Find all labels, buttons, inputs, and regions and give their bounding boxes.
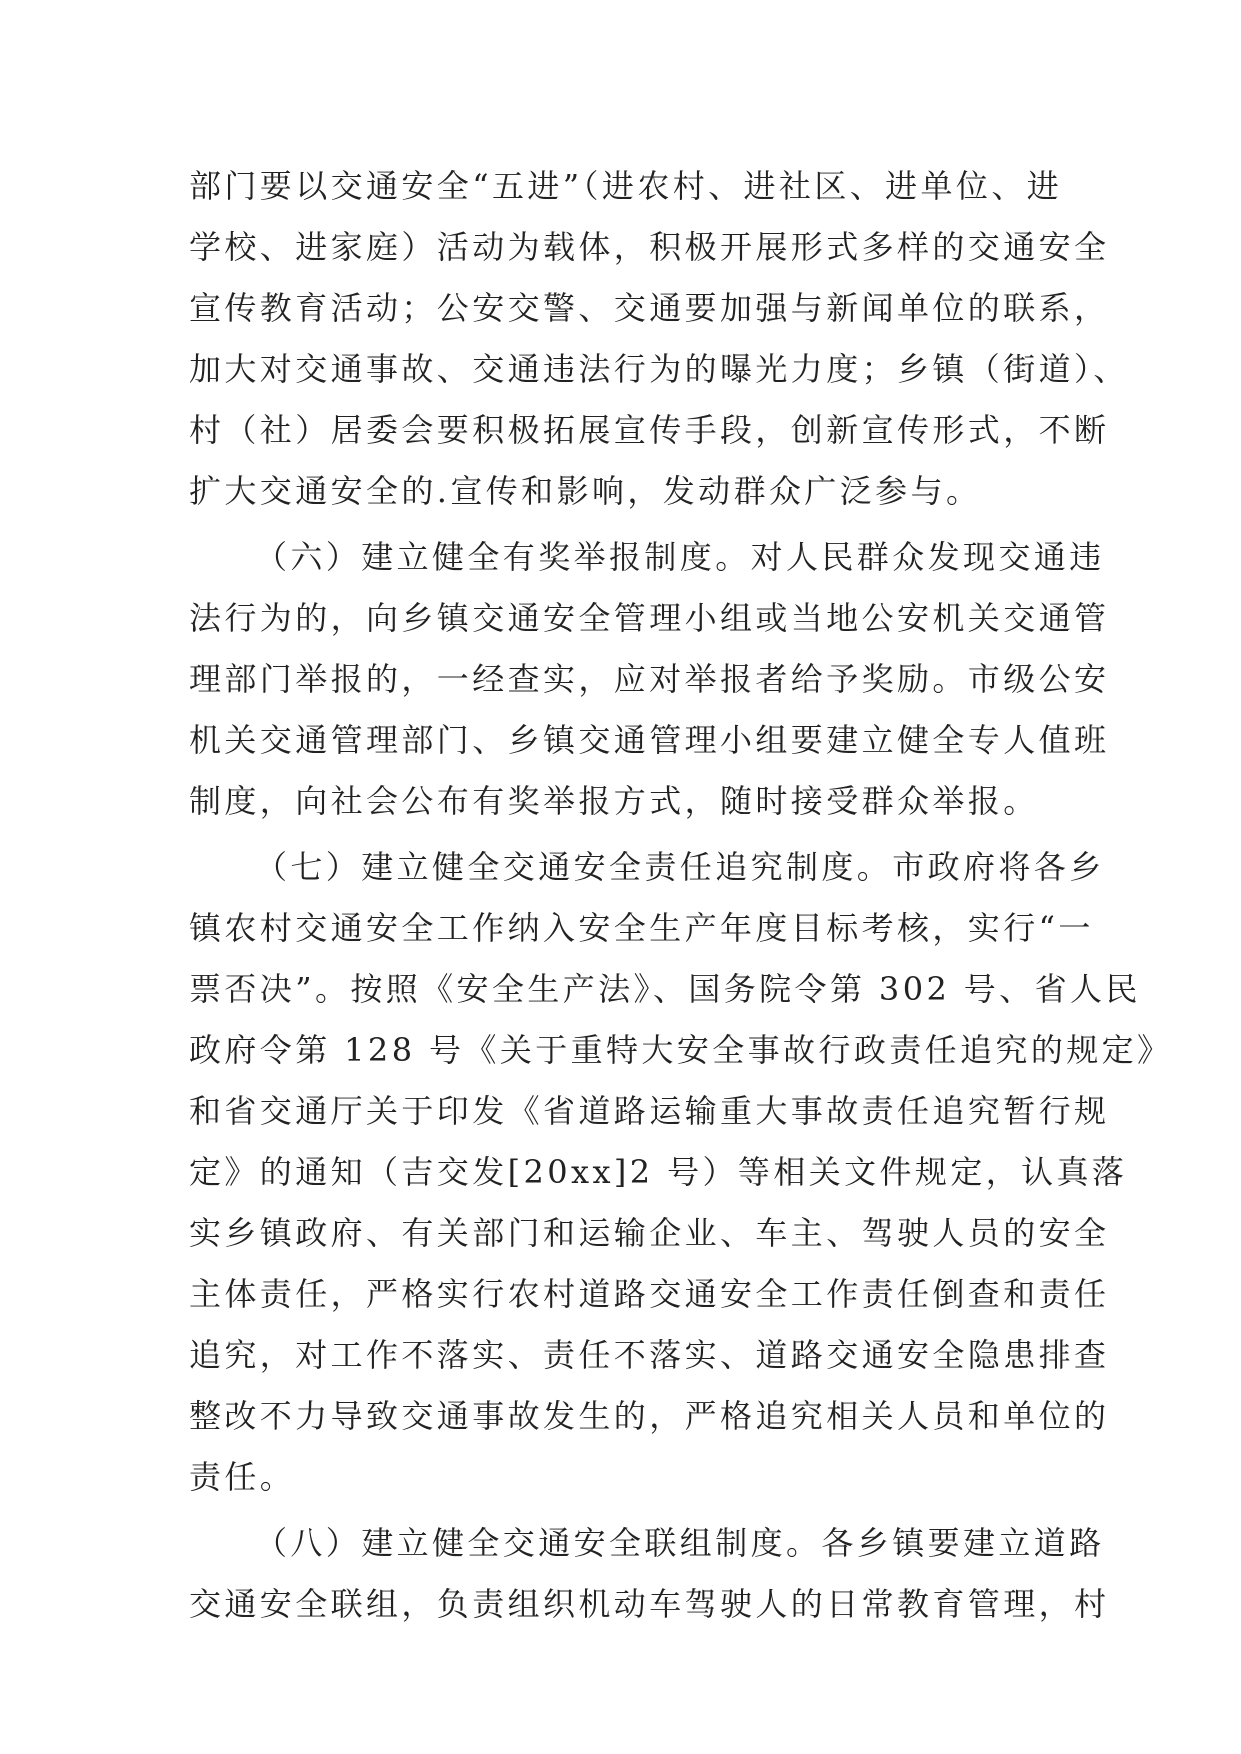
text-line: 追究，对工作不落实、责任不落实、道路交通安全隐患排查: [189, 1336, 1110, 1374]
paragraph-start-line: （八）建立健全交通安全联组制度。各乡镇要建立道路: [255, 1524, 1105, 1562]
text-line: 实乡镇政府、有关部门和运输企业、车主、驾驶人员的安全: [189, 1214, 1110, 1252]
text-line: 学校、进家庭）活动为载体，积极开展形式多样的交通安全: [189, 228, 1110, 266]
text-line: 交通安全联组，负责组织机动车驾驶人的日常教育管理，村: [189, 1585, 1110, 1623]
paragraph-start-line: （七）建立健全交通安全责任追究制度。市政府将各乡: [255, 848, 1105, 886]
text-line: 和省交通厅关于印发《省道路运输重大事故责任追究暂行规: [189, 1092, 1110, 1130]
text-line: 宣传教育活动；公安交警、交通要加强与新闻单位的联系，: [189, 289, 1110, 327]
text-line: 定》的通知（吉交发[20xx]2 号）等相关文件规定，认真落: [189, 1153, 1128, 1191]
text-line: 机关交通管理部门、乡镇交通管理小组要建立健全专人值班: [189, 721, 1110, 759]
text-line: 制度，向社会公布有奖举报方式，随时接受群众举报。: [189, 782, 1039, 820]
text-line: 部门要以交通安全“五进”（进农村、进社区、进单位、进: [189, 167, 1063, 205]
text-line: 主体责任，严格实行农村道路交通安全工作责任倒查和责任: [189, 1275, 1110, 1313]
text-line: 责任。: [189, 1458, 296, 1496]
text-line: 整改不力导致交通事故发生的，严格追究相关人员和单位的: [189, 1397, 1110, 1435]
text-line: 票否决”。按照《安全生产法》、国务院令第 302 号、省人民: [189, 970, 1141, 1008]
text-line: 理部门举报的，一经查实，应对举报者给予奖励。市级公安: [189, 660, 1110, 698]
paragraph-start-line: （六）建立健全有奖举报制度。对人民群众发现交通违: [255, 538, 1105, 576]
text-line: 法行为的，向乡镇交通安全管理小组或当地公安机关交通管: [189, 599, 1110, 637]
text-line: 村（社）居委会要积极拓展宣传手段，创新宣传形式，不断: [189, 411, 1110, 449]
text-line: 扩大交通安全的.宣传和影响，发动群众广泛参与。: [189, 472, 982, 510]
document-body: [189, 156, 1173, 1635]
text-line: 政府令第 128 号《关于重特大安全事故行政责任追究的规定》: [189, 1031, 1173, 1069]
text-line: 加大对交通事故、交通违法行为的曝光力度；乡镇（街道）、: [189, 350, 1129, 388]
text-line: 镇农村交通安全工作纳入安全生产年度目标考核，实行“一: [189, 909, 1094, 947]
